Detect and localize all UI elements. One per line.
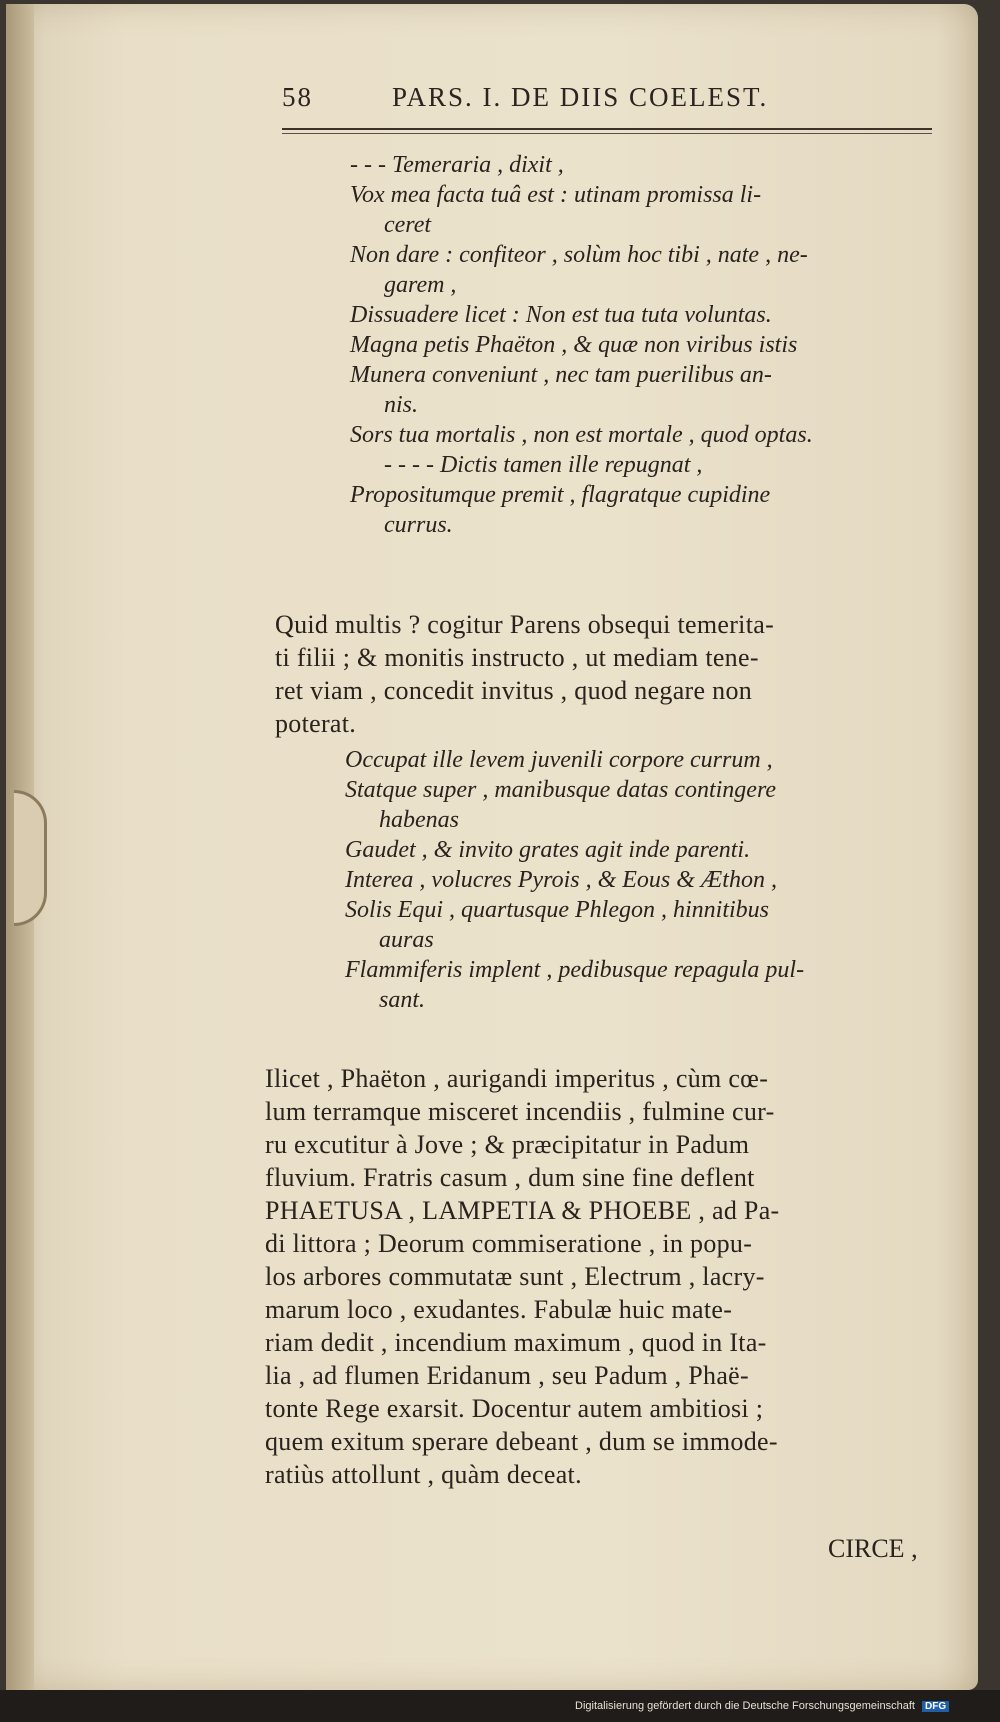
verse-line: Interea , volucres Pyrois , & Eous & Æthon , — [345, 867, 777, 893]
digitization-credit — [575, 1700, 995, 1712]
verse-line: Vox mea facta tuâ est : utinam promissa li- — [350, 182, 762, 208]
verse-line: - - - - Dictis tamen ille repugnat , — [384, 452, 703, 478]
verse-line: - - - Temeraria , dixit , — [350, 152, 564, 178]
verse-line: Flammiferis implent , pedibusque repagula pul- — [345, 957, 805, 983]
verse-line: Propositumque premit , flagratque cupidine — [350, 482, 771, 508]
dfg-logo: DFG — [922, 1701, 949, 1712]
verse-line: Gaudet , & invito grates agit inde parenti. — [345, 837, 751, 863]
prose-line: poterat. — [275, 709, 357, 738]
verse-line: currus. — [384, 512, 453, 538]
prose-line: marum loco , exudantes. Fabulæ huic mate- — [265, 1295, 733, 1324]
verse-line: Dissuadere licet : Non est tua tuta voluntas. — [350, 302, 772, 328]
header-rule — [282, 128, 932, 130]
credit-text: Digitalisierung gefördert durch die Deutsche Forschungsgemeinschaft — [575, 1700, 915, 1712]
prose-line: ret viam , concedit invitus , quod negare non — [275, 676, 753, 705]
prose-line: di littora ; Deorum commiseratione , in popu- — [265, 1229, 753, 1258]
verse-line: Statque super , manibusque datas contingere — [345, 777, 777, 803]
prose-line: los arbores commutatæ sunt , Electrum , lacry- — [265, 1262, 765, 1291]
catchword: CIRCE , — [828, 1534, 918, 1563]
verse-line: Occupat ille levem juvenili corpore currum , — [345, 747, 773, 773]
prose-line: fluvium. Fratris casum , dum sine fine deflent — [265, 1163, 755, 1192]
prose-paragraph-1 — [275, 608, 774, 740]
verse-line: Munera conveniunt , nec tam puerilibus an- — [350, 362, 772, 388]
prose-line: Ilicet , Phaëton , aurigandi imperitus , cùm cœ- — [265, 1064, 769, 1093]
prose-line: lum terramque misceret incendiis , fulmine cur- — [265, 1097, 775, 1126]
verse-line: auras — [379, 927, 434, 953]
verse-line: sant. — [379, 987, 426, 1013]
verse-line: Sors tua mortalis , non est mortale , quod optas. — [350, 422, 813, 448]
book-clasp — [14, 790, 47, 926]
verse-line: habenas — [379, 807, 459, 833]
prose-line: riam dedit , incendium maximum , quod in Ita- — [265, 1328, 767, 1357]
prose-line: lia , ad flumen Eridanum , seu Padum , Phaë- — [265, 1361, 749, 1390]
verse-line: Solis Equi , quartusque Phlegon , hinnitibus — [345, 897, 769, 923]
page-number: 58 — [282, 82, 313, 112]
prose-line: ru excutitur à Jove ; & præcipitatur in Padum — [265, 1130, 750, 1159]
verse-line: Magna petis Phaëton , & quæ non viribus istis — [350, 332, 798, 358]
prose-line: ratiùs attollunt , quàm deceat. — [265, 1460, 582, 1489]
prose-line: Quid multis ? cogitur Parens obsequi temerita- — [275, 610, 775, 639]
verse-block-1 — [350, 150, 813, 540]
verse-line: garem , — [384, 272, 457, 298]
running-title: PARS. I. DE DIIS COELEST. — [392, 82, 769, 112]
verse-block-2 — [345, 745, 804, 1015]
verse-line: ceret — [384, 212, 432, 238]
prose-line: ti filii ; & monitis instructo , ut mediam tene- — [275, 643, 759, 672]
verse-line: nis. — [384, 392, 419, 418]
header-rule-secondary — [282, 133, 932, 134]
prose-line: quem exitum sperare debeant , dum se immode- — [265, 1427, 778, 1456]
verse-line: Non dare : confiteor , solùm hoc tibi , nate , ne- — [350, 242, 808, 268]
prose-line: tonte Rege exarsit. Docentur autem ambitiosi ; — [265, 1394, 764, 1423]
prose-paragraph-2 — [265, 1062, 780, 1491]
prose-line: PHAETUSA , LAMPETIA & PHOEBE , ad Pa- — [265, 1196, 780, 1225]
running-header — [282, 82, 842, 122]
